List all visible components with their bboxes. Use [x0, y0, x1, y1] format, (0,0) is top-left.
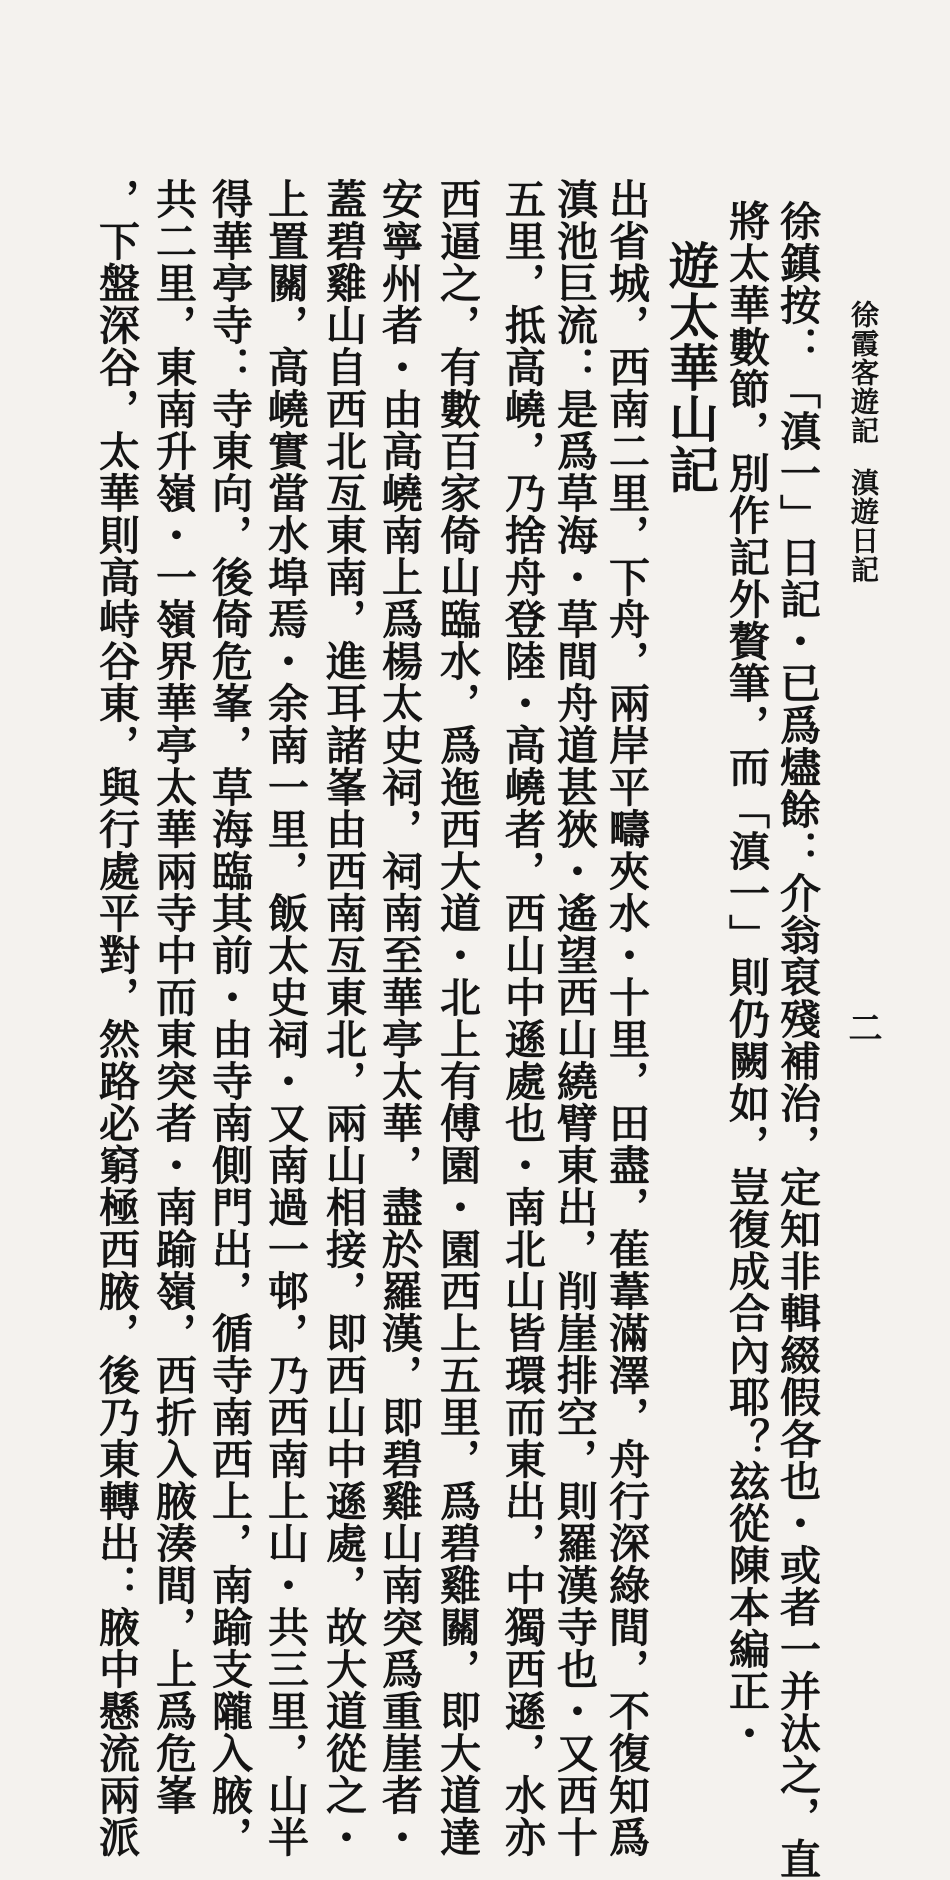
editor-note-line: 徐鎮按：「滇一」日記・已爲燼餘：介翁裒殘補治，定知非輯綴假各也・或者一并汰之，直 — [773, 200, 821, 1880]
text-line: 滇池巨流：是爲草海・草間舟道甚狹・遙望西山繞臂東出，削崖排空，則羅漢寺也・又西十 — [550, 178, 598, 1858]
text-line: ，下盤深谷，太華則高峙谷東，與行處平對，然路必窮極西腋，後乃東轉出：腋中懸流兩派 — [92, 178, 140, 1858]
text-line: 西逼之，有數百家倚山臨水，爲迤西大道・北上有傅園・園西上五里，爲碧雞關，即大道達 — [433, 178, 481, 1858]
text-line: 安寧州者・由高嶢南上爲楊太史祠，祠南至華亭太華，盡於羅漢，即碧雞山南突爲重崖者・ — [375, 178, 423, 1858]
section-title: 滇遊日記 — [847, 468, 880, 584]
text-line: 出省城，西南二里，下舟，兩岸平疇夾水・十里，田盡，萑葦滿澤，舟行深綠間，不復知爲 — [602, 178, 650, 1858]
text-line: 得華亭寺：寺東向，後倚危峯，草海臨其前・由寺南側門出，循寺南西上，南踰支隴入腋， — [205, 178, 253, 1858]
running-title: 徐霞客遊記 — [847, 300, 880, 445]
essay-title: 遊太華山記 — [661, 240, 720, 495]
text-line: 蓋碧雞山自西北亙東南，進耳諸峯由西南亙東北，兩山相接，即西山中遜處，故大道從之・ — [319, 178, 367, 1858]
text-line: 上置關，高嶢實當水埠焉・余南一里，飯太史祠・又南過一邨，乃西南上山・共三里，山半 — [261, 178, 309, 1858]
editor-note-line: 將太華數節，別作記外贅筆，而「滇一」則仍闕如，豈復成合內耶？玆從陳本編正・ — [722, 200, 770, 1754]
text-line: 五里，抵高嶢，乃捨舟登陸・高嶢者，西山中遜處也・南北山皆環而東出，中獨西遜，水亦 — [498, 178, 546, 1858]
text-line: 共二里，東南升嶺・一嶺界華亭太華兩寺中而東突者・南踰嶺，西折入腋湊間，上爲危峯 — [149, 178, 197, 1816]
page-number: 二 — [842, 1010, 882, 1045]
